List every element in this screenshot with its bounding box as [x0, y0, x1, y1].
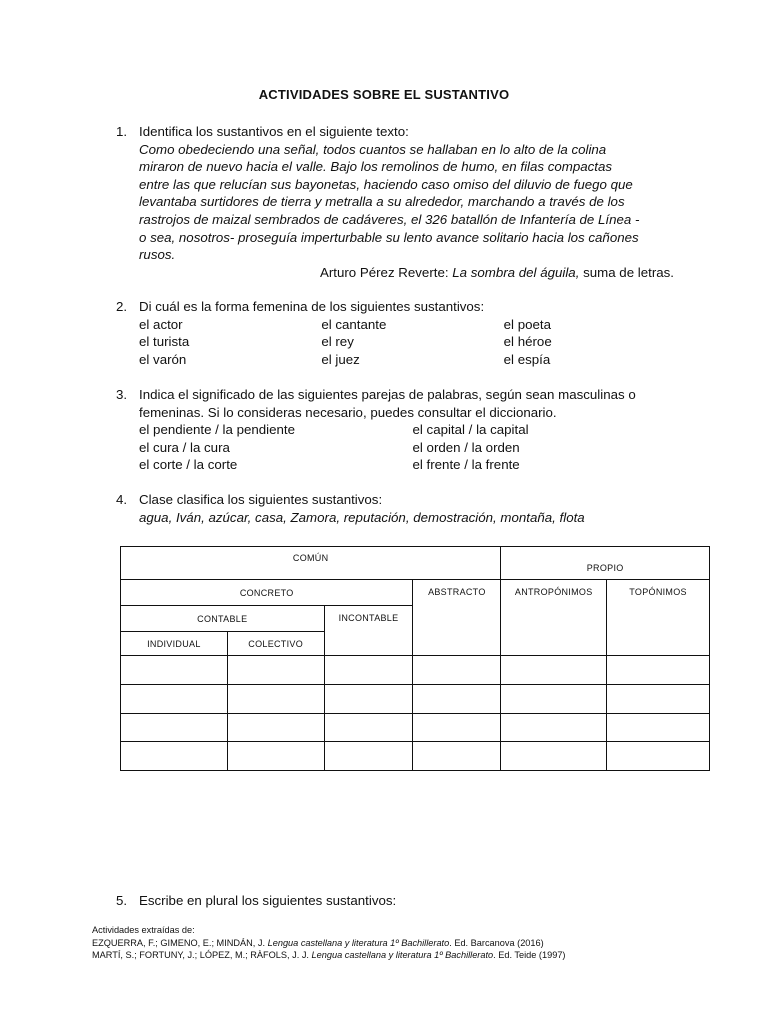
word-row — [139, 316, 686, 334]
answer-cell[interactable] — [324, 742, 413, 771]
question-3 — [116, 386, 686, 474]
question-number: 1. — [116, 124, 128, 139]
word: el espía — [503, 351, 551, 367]
reference-authors: EZQUERRA, F.; GIMENO, E.; MINDÁN, J. — [92, 937, 266, 948]
answer-cell[interactable] — [607, 714, 710, 742]
header-colectivo: COLECTIVO — [227, 632, 324, 656]
question-number: 3. — [116, 387, 128, 402]
word: el actor — [139, 316, 183, 332]
question-number: 5. — [116, 893, 128, 908]
word-list: agua, Iván, azúcar, casa, Zamora, reputación, demostración, montaña, flota — [139, 509, 585, 525]
word-row — [139, 351, 686, 369]
citation-author: Arturo Pérez Reverte: — [319, 264, 449, 280]
question-stem: Clase clasifica los siguientes sustantivos: — [139, 492, 383, 507]
word-pair: el pendiente / la pendiente — [139, 422, 295, 438]
table-row — [121, 656, 710, 685]
text-line: o sea, nosotros- proseguía imperturbable su lento avance solitario hacia los cañones — [139, 229, 639, 245]
answer-cell[interactable] — [607, 685, 710, 714]
word: el cantante — [321, 316, 387, 332]
answer-cell[interactable] — [413, 685, 501, 714]
reference-title: Lengua castellana y literatura 1º Bachillerato — [311, 950, 494, 960]
text-line: rusos. — [139, 247, 176, 263]
word: el rey — [321, 334, 354, 350]
word-pairs — [139, 421, 686, 474]
reference-authors: MARTÍ, S.; FORTUNY, J.; LÓPEZ, M.; RÀFOLS, J. J. — [92, 950, 309, 960]
word-pair: el capital / la capital — [412, 422, 529, 438]
header-individual: INDIVIDUAL — [121, 632, 228, 656]
answer-cell[interactable] — [121, 714, 228, 742]
answer-cell[interactable] — [121, 742, 228, 771]
citation-publisher: suma de letras. — [583, 264, 674, 280]
header-concreto: CONCRETO — [121, 580, 413, 606]
question-stem: Identifica los sustantivos en el siguiente texto: — [139, 124, 409, 139]
pair-row — [139, 421, 686, 439]
citation-title: La sombra del águila, — [452, 264, 580, 280]
word: el juez — [321, 351, 360, 367]
word-pair: el orden / la orden — [412, 439, 520, 455]
answer-cell[interactable] — [501, 742, 607, 771]
question-number: 2. — [116, 299, 128, 314]
header-propio: PROPIO — [501, 547, 710, 580]
header-abstracto: ABSTRACTO — [413, 580, 501, 656]
answer-cell[interactable] — [227, 656, 324, 685]
table-row — [121, 685, 710, 714]
classification-table — [120, 546, 710, 771]
answer-cell[interactable] — [324, 656, 413, 685]
header-comun: COMÚN — [121, 547, 501, 580]
word-pair: el corte / la corte — [139, 457, 238, 473]
word-row — [139, 333, 686, 351]
word-pair: el cura / la cura — [139, 439, 230, 455]
reference-publisher: . Ed. Barcanova (2016) — [449, 937, 544, 948]
pair-row — [139, 439, 686, 457]
reference-entry — [92, 937, 566, 950]
answer-cell[interactable] — [501, 656, 607, 685]
answer-cell[interactable] — [324, 685, 413, 714]
table-header-row — [121, 580, 710, 606]
word-grid — [139, 316, 686, 369]
word: el varón — [139, 351, 187, 367]
answer-cell[interactable] — [501, 714, 607, 742]
text-line: miraron de nuevo hacia el valle. Bajo los remolinos de humo, en filas compactas — [139, 159, 613, 175]
reference-publisher: . Ed. Teide (1997) — [493, 950, 566, 960]
question-stem — [139, 386, 686, 421]
answer-cell[interactable] — [324, 714, 413, 742]
pair-row — [139, 456, 686, 474]
question-2 — [116, 298, 686, 368]
header-incontable: INCONTABLE — [324, 606, 413, 656]
text-line: Como obedeciendo una señal, todos cuantos se hallaban en lo alto de la colina — [139, 141, 607, 157]
answer-cell[interactable] — [607, 742, 710, 771]
question-4 — [116, 491, 686, 526]
question-stem: Di cuál es la forma femenina de los siguientes sustantivos: — [139, 299, 485, 314]
table-row — [121, 714, 710, 742]
answer-cell[interactable] — [227, 714, 324, 742]
references-heading: Actividades extraídas de: — [92, 925, 195, 935]
stem-line: femeninas. Si lo consideras necesario, puedes consultar el diccionario. — [139, 404, 557, 420]
header-antroponimos: ANTROPÓNIMOS — [501, 580, 607, 656]
quoted-text — [139, 141, 686, 264]
question-stem: Escribe en plural los siguientes sustantivos: — [139, 893, 397, 908]
question-number: 4. — [116, 492, 128, 507]
answer-cell[interactable] — [413, 656, 501, 685]
references — [92, 924, 566, 962]
table-row — [121, 742, 710, 771]
answer-cell[interactable] — [121, 685, 228, 714]
text-line: levantaba surtidores de tierra y metralla a su alrededor, marchando a través de los — [139, 194, 625, 210]
answer-cell[interactable] — [501, 685, 607, 714]
text-line: entre las que relucían sus bayonetas, haciendo caso omiso del diluvio de fuego que — [139, 176, 633, 192]
question-5 — [116, 892, 686, 910]
question-1 — [116, 123, 686, 281]
word: el poeta — [503, 316, 551, 332]
reference-title: Lengua castellana y literatura 1º Bachillerato — [267, 937, 450, 948]
header-contable: CONTABLE — [121, 606, 325, 632]
page-title: ACTIVIDADES SOBRE EL SUSTANTIVO — [258, 87, 510, 102]
table-header-row — [121, 547, 710, 580]
answer-cell[interactable] — [121, 656, 228, 685]
answer-cell[interactable] — [227, 742, 324, 771]
word: el turista — [139, 334, 190, 350]
word-pair: el frente / la frente — [412, 457, 520, 473]
word: el héroe — [503, 334, 552, 350]
answer-cell[interactable] — [227, 685, 324, 714]
answer-cell[interactable] — [413, 742, 501, 771]
citation — [139, 264, 686, 282]
header-toponimos: TOPÓNIMOS — [607, 580, 710, 656]
stem-line: Indica el significado de las siguientes parejas de palabras, según sean masculinas o — [139, 387, 636, 402]
text-line: rastrojos de maizal sembrados de cadáveres, el 326 batallón de Infantería de Línea - — [139, 211, 640, 227]
answer-cell[interactable] — [413, 714, 501, 742]
reference-entry — [92, 949, 566, 962]
answer-cell[interactable] — [607, 656, 710, 685]
